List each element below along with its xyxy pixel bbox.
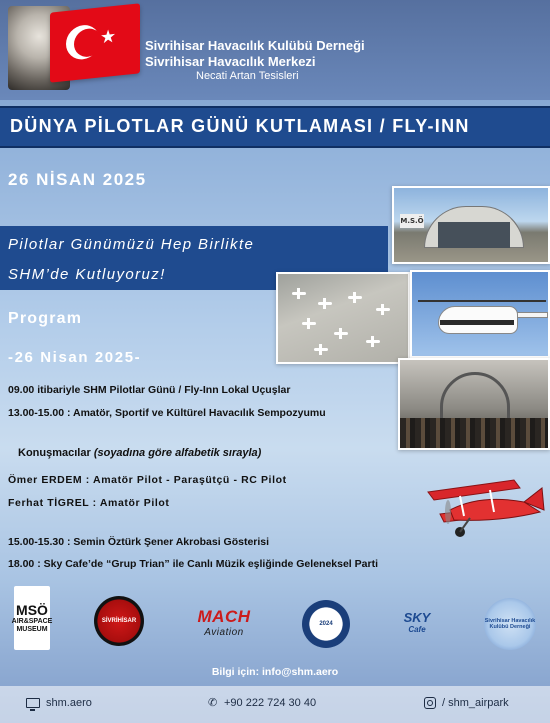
schedule-text: Sky Cafe’de “Grup Trian” ile Canlı Müzik eşliğinde Geleneksel Parti [40, 558, 378, 570]
schedule-item [8, 536, 269, 548]
turkish-flag-icon: ★ [50, 3, 140, 82]
event-badge-logo [302, 600, 350, 648]
mach-aviation-logo [190, 602, 258, 642]
instagram-item[interactable] [424, 697, 509, 709]
mach-logo-subtext: Aviation [204, 626, 244, 638]
website-link[interactable]: shm.aero [46, 697, 92, 709]
schedule-time: 18.00 : [8, 558, 41, 570]
event-title: DÜNYA PİLOTLAR GÜNÜ KUTLAMASI / FLY-INN [10, 116, 470, 136]
apron-photo [276, 272, 410, 364]
center-name: Sivrihisar Havacılık Merkezi [145, 54, 316, 69]
phone-icon: ✆ [208, 697, 218, 709]
speakers-label: Konuşmacılar [18, 447, 91, 459]
program-title: Program [8, 310, 83, 327]
speaker-item [8, 474, 287, 486]
schedule-item [8, 384, 290, 396]
sivrihisar-logo-text: SİVRİHİSAR [101, 618, 137, 624]
speakers-note: (soyadına göre alfabetik sırayla) [93, 447, 262, 459]
mso-logo-text: MSÖ [16, 601, 48, 618]
phone-link[interactable]: +90 222 724 30 40 [224, 697, 317, 709]
instagram-link[interactable]: / shm_airpark [442, 697, 509, 709]
instagram-icon [424, 697, 436, 709]
event-date: 26 NİSAN 2025 [8, 170, 147, 189]
sky-logo-subtext: Cafe [408, 625, 426, 634]
schedule-time: 15.00-15.30 [8, 536, 65, 548]
sivrihisar-logo [94, 596, 144, 646]
speaker-role: Amatör Pilot [96, 497, 170, 509]
info-email-link[interactable]: info@shm.aero [262, 666, 339, 678]
speaker-role: Amatör Pilot - Paraşütçü - RC Pilot [89, 474, 287, 486]
slogan-line-1: Pilotlar Günümüzü Hep Birlikte [8, 236, 255, 253]
club-name: Sivrihisar Havacılık Kulübü Derneği [145, 38, 365, 53]
speakers-heading [18, 447, 261, 459]
speaker-name: Ömer ERDEM : [8, 474, 90, 486]
kulubu-dernegi-logo [484, 598, 536, 650]
speaker-item [8, 497, 169, 509]
schedule-item [8, 407, 326, 419]
kulubu-logo-text: Sivrihisar Havacılık Kulübü Derneği [484, 618, 536, 630]
event-badge-text: 2024 [319, 621, 333, 627]
slogan-line-2: SHM’de Kutluyoruz! [8, 266, 166, 283]
museum-crowd-photo [398, 358, 550, 450]
speaker-name: Ferhat TİGREL : [8, 497, 97, 509]
info-line [0, 666, 550, 678]
mso-logo-subtext: AIR&SPACE MUSEUM [11, 618, 53, 633]
schedule-text: itibariyle SHM Pilotlar Günü / Fly-Inn Lokal Uçuşlar [34, 384, 291, 396]
phone-item[interactable] [208, 697, 316, 709]
mach-logo-text: MACH [197, 606, 251, 626]
hangar-photo [392, 186, 550, 264]
program-date: -26 Nisan 2025- [8, 349, 142, 366]
info-label: Bilgi için: [211, 666, 260, 678]
sky-cafe-logo [394, 598, 440, 646]
helicopter-photo [410, 270, 550, 358]
website-item[interactable] [26, 697, 92, 709]
facility-name: Necati Artan Tesisleri [196, 70, 299, 82]
schedule-item [8, 558, 378, 570]
schedule-time: 13.00-15.00 : [8, 407, 71, 419]
mso-museum-logo [11, 586, 53, 650]
hangar-sign: M.S.Ö [400, 214, 424, 228]
schedule-text: Amatör, Sportif ve Kültürel Havacılık Sempozyumu [70, 407, 326, 419]
biplane-icon [420, 470, 546, 550]
schedule-text: : Semin Öztürk Şener Akrobasi Gösterisi [64, 536, 270, 548]
monitor-icon [26, 698, 40, 708]
sky-logo-text: SKY [403, 610, 431, 625]
schedule-time: 09.00 [8, 384, 35, 396]
